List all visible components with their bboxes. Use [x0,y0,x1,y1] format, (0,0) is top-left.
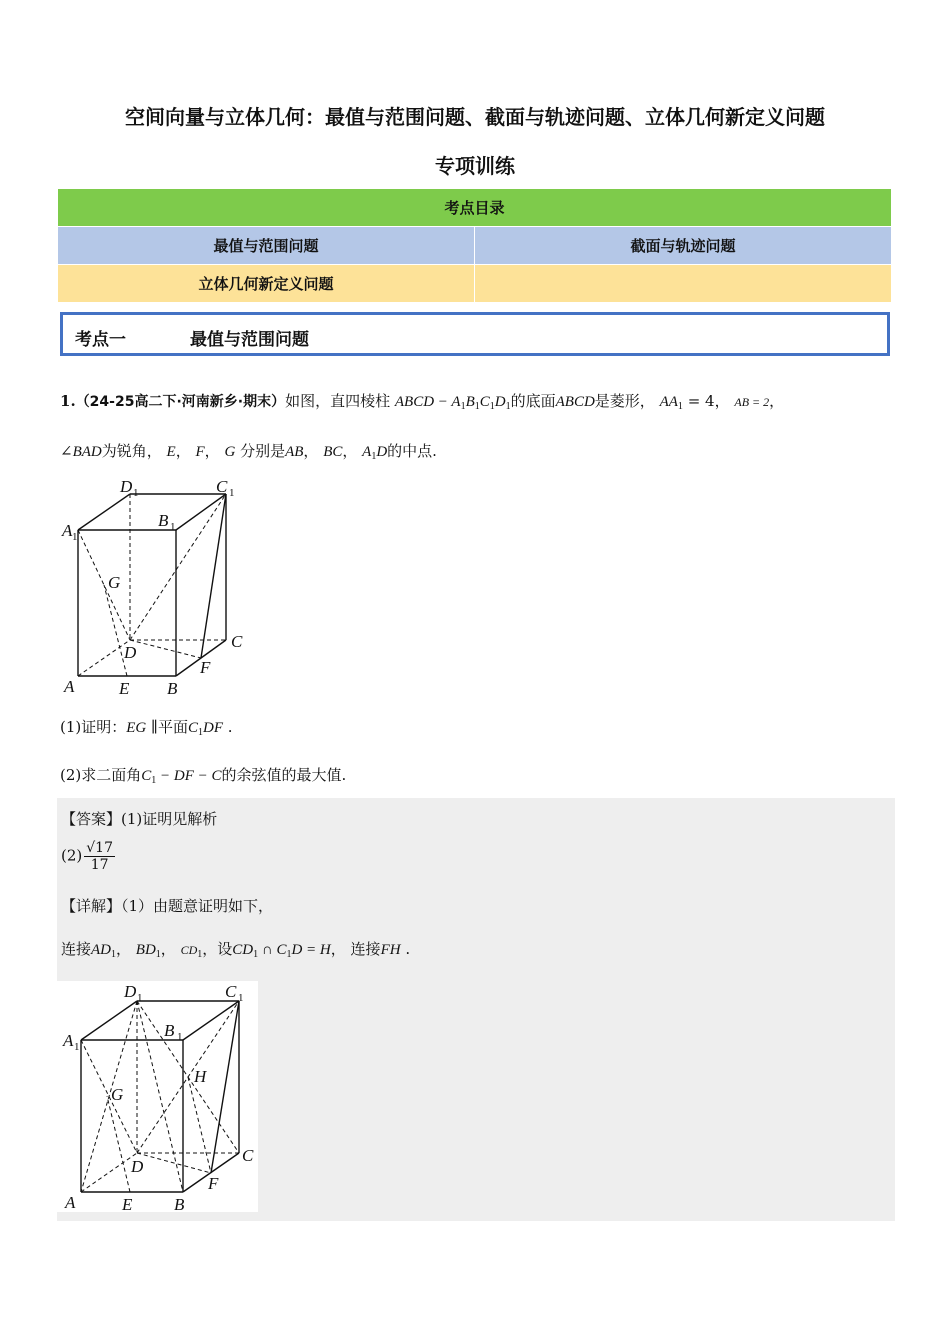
svg-text:A: A [63,1031,74,1050]
svg-text:1: 1 [72,531,78,543]
svg-text:H: H [194,1067,207,1086]
svg-text:1: 1 [74,1041,80,1053]
svg-text:C: C [242,1146,254,1165]
svg-text:C: C [216,477,228,496]
problem-line-2: ∠BAD为锐角， E， F， G 分别是AB， BC， $A_1D$的中点. [60,442,437,462]
problem-index: 1 [60,392,71,410]
doc-title-line1: 空间向量与立体几何：最值与范围问题、截面与轨迹问题、立体几何新定义问题 [125,105,825,129]
problem-source: （24-25高二下·河南新乡·期末） [75,394,286,410]
svg-text:E: E [122,1195,133,1212]
answer-line: 【答案】(1)证明见解析 [61,810,218,828]
svg-text:E: E [119,679,130,698]
question-1: (1)证明：EG ∥平面$C_1DF$ . [60,718,233,738]
toc-item-section[interactable]: 截面与轨迹问题 [475,227,892,265]
connect-line: 连接$AD_1$， $BD_1$， $CD_1$，设$CD_1$ ∩ $C_1D = H$， 连接FH . [61,940,411,960]
svg-text:B: B [158,511,169,530]
toc-empty-cell [475,265,892,303]
svg-text:1: 1 [177,1031,183,1043]
doc-title-line2: 专项训练 [435,154,515,178]
prism-figure-2 [57,981,258,1212]
svg-text:D: D [124,643,137,662]
svg-text:A: A [64,677,75,696]
svg-text:D: D [124,982,137,1001]
svg-text:B: B [164,1021,175,1040]
svg-text:G: G [108,573,121,592]
detail-line: 【详解】（1）由题意证明如下， [61,897,274,915]
section-name: 最值与范围问题 [190,330,309,350]
svg-text:1: 1 [133,487,139,499]
answer-box [57,798,895,1221]
svg-text:1: 1 [170,521,176,533]
svg-text:F: F [208,1174,219,1193]
toc-item-range[interactable]: 最值与范围问题 [58,227,475,265]
svg-text:G: G [111,1085,124,1104]
question-2: (2)求二面角$C_1$ − DF − C的余弦值的最大值. [60,766,347,786]
svg-text:D: D [120,477,133,496]
toc-item-new-definition[interactable]: 立体几何新定义问题 [58,265,475,303]
problem-line-1: 1.（24-25高二下·河南新乡·期末）如图，直四棱柱 ABCD − $A_1B_1C_1D_1$的底面ABCD是菱形， $AA_1 = 4$， AB = 2， [60,392,785,412]
svg-text:D: D [131,1157,144,1176]
svg-text:B: B [174,1195,185,1212]
svg-text:A: A [65,1193,76,1212]
svg-text:1: 1 [137,992,143,1004]
svg-text:A: A [62,521,73,540]
section-number: 考点一 [75,330,126,350]
svg-text:B: B [167,679,178,698]
svg-text:C: C [231,632,243,651]
svg-text:1: 1 [229,487,235,499]
svg-text:F: F [200,658,211,677]
toc-table [57,188,892,303]
prism-figure-1 [58,476,248,698]
toc-header: 考点目录 [58,189,892,227]
section-header [60,312,890,356]
svg-text:C: C [225,982,237,1001]
svg-text:1: 1 [238,992,244,1004]
answer-part-2: (2) $\frac{√17}{17}$ [61,840,113,873]
answer-fraction: $\frac{√17}{17}$ [86,840,113,873]
